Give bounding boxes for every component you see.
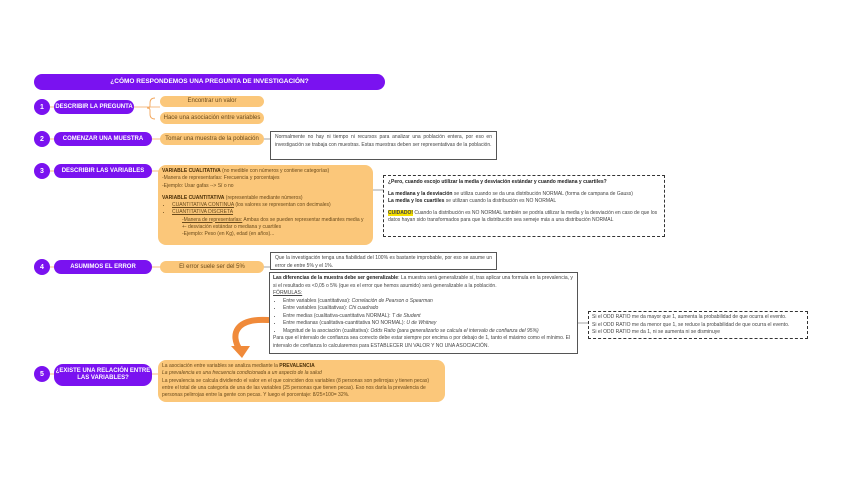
differences-intro: : La muestra será generalizable sí, tras aplicar una formula en la prevalencia, y si el resultado es <0,05 o 5% (que es el error que hemos asumido) será generalizable a la población.: [273, 275, 573, 289]
formulas-label: FÓRMULAS:: [273, 290, 303, 296]
step-4-label: ASUMIMOS EL ERROR: [54, 260, 152, 274]
media-question: ¿Pero, cuando escojo utilizar la media y desviación estándar y cuando mediana y cuartiles?: [388, 179, 607, 185]
step-2-number: 2: [34, 131, 50, 147]
prevalence-block: [158, 360, 445, 402]
represent-label: -Manera de representarlas:: [182, 216, 243, 223]
prevalence-line-1: La asociación entre variables se analiza mediante la: [162, 363, 280, 369]
variables-block: [158, 165, 373, 245]
step4-pill: El error suele ser del 5%: [160, 261, 264, 273]
quantitative-example: -Ejemplo: Peso (en Kg), edad (en años)...: [182, 231, 275, 237]
odds-line-2: Si el ODD RATIO me da menor que 1, se reduce la probabilidad de que ocurra el evento.: [592, 321, 790, 328]
prevalence-line-2: La prevalencia es una frecuencia condicionada a un aspecto de la salud: [162, 370, 322, 377]
odds-line-1: Si el ODD RATIO me da mayor que 1, aumenta la probabilidad de que ocurra el evento.: [592, 314, 787, 320]
formula-item: • Entre variables (cuantitativas): Correlación de Pearson o Spearman: [283, 298, 574, 306]
qualitative-sub: (no medible con números y contiene categorías): [220, 168, 330, 174]
represent-desc: Ambas dos se pueden representar mediantes media y +- desviación estándar o mediana y cuartiles: [182, 216, 364, 230]
cuidado-highlight: CUIDADO!: [388, 209, 413, 216]
step-3-number: 3: [34, 163, 50, 179]
media-mediana-box: [383, 175, 665, 237]
continuous-desc: (los valores se representan con decimales): [233, 202, 331, 208]
media-line-3: Cuando la distribución es NO NORMAL también se podría utilizar la media y la desviación en caso de que los datos hayan sido transformados para que la distribución sea semeje más a una distribución NORMAL: [388, 209, 658, 223]
step1-option-find-value: Encontrar un valor: [160, 96, 264, 107]
qualitative-line-1: -Manera de representarlas: Frecuencia y porcentajes: [162, 175, 280, 182]
differences-outro: Para que el intervalo de confianza sea correcto debe estar siempre por encima o por debajo de 1, tanto el máximo como el mínimo. El intervalo de confianza lo calcularemos para ESTABLECER UN VALOR Y NO UNA ASOCIACIÓN.: [273, 335, 571, 349]
step-4-number: 4: [34, 259, 50, 275]
quantitative-title: VARIABLE CUANTITATIVA: [162, 194, 225, 201]
quantitative-sub: (representable mediante números): [224, 194, 303, 201]
sample-note: Normalmente no hay ni tiempo ni recursos para analizar una población entera, por eso en investigación se trabaja con muestras. Estas muestras deben ser representativas de la población.: [270, 131, 497, 160]
formula-item: • Magnitud de la asociación (cualitativa): Odds Ratio (para generalizarlo se calcula el intervalo de confianza del 95%): [283, 328, 574, 336]
prevalence-line-3: La prevalencia se calcula dividiendo el valor en el que coinciden dos variables (8 personas son pelirrojas y tienen pecas) entre el total de una categoría de una de las variables (25 personas que tienen pecas). Eso nos daría la prevalencia de personas pelirrojas entre la gente con pecas. Y luego el porcentaje: 8/25×100= 32%.: [162, 377, 430, 398]
error-note: Que la investigación tenga una fiabilidad del 100% es bastante improbable, por eso se asume un error de entre 5% y el 1%.: [270, 252, 497, 270]
formula-item: • Entre variables (cualitativas): Chi cuadrado: [283, 305, 574, 313]
step-1-number: 1: [34, 99, 50, 115]
continuous-label: CUANTITATIVA CONTINUA: [172, 202, 234, 208]
media-line-2-bold: La media y los cuartiles: [388, 198, 445, 204]
step-5-number: 5: [34, 366, 50, 382]
formula-item: • Entre medianas (cualitativa-cuantitativa NO NORMAL): U de Whitney: [283, 320, 574, 328]
step-2-label: COMENZAR UNA MUESTRA: [54, 132, 152, 146]
media-line-2: se utilizan cuando la distribución es NO NORMAL: [444, 198, 557, 204]
formula-item: • Entre medias (cualitativa-cuantitativa NORMAL): T de Student: [283, 313, 574, 321]
discrete-label: CUANTITATIVA DISCRETA: [172, 209, 234, 216]
step1-option-association: Hace una asociación entre variables: [160, 112, 264, 124]
curved-arrow: [235, 320, 268, 350]
differences-title: Las diferencias de la muestra debe ser generalizable: [273, 275, 399, 281]
step2-pill: Tomar una muestra de la población: [160, 133, 264, 145]
step-1-label: DESCRIBIR LA PREGUNTA: [54, 100, 134, 114]
odds-ratio-box: [588, 311, 808, 339]
qualitative-line-2: -Ejemplo: Usar gafas --> Sí o no: [162, 182, 234, 189]
curved-arrow-head: [231, 346, 250, 358]
qualitative-title: VARIABLE CUALITATIVA: [162, 168, 221, 174]
step-3-label: DESCRIBIR LAS VARIABLES: [54, 164, 152, 178]
media-line-1-bold: La mediana y la desviación: [388, 190, 453, 197]
media-line-1: se utiliza cuando se da una distribución NORMAL (forma de campana de Gauss): [452, 190, 633, 197]
page-title: ¿CÓMO RESPONDEMOS UNA PREGUNTA DE INVESTIGACIÓN?: [34, 74, 385, 90]
step-5-label: ¿EXISTE UNA RELACIÓN ENTRE LAS VARIABLES?: [54, 364, 152, 386]
odds-line-3: Si el ODD RATIO me da 1, ni se aumenta ni se disminuye: [592, 329, 721, 335]
differences-box: [269, 272, 578, 354]
brace: [147, 98, 155, 119]
prevalence-bold: PREVALENCIA: [279, 363, 315, 369]
